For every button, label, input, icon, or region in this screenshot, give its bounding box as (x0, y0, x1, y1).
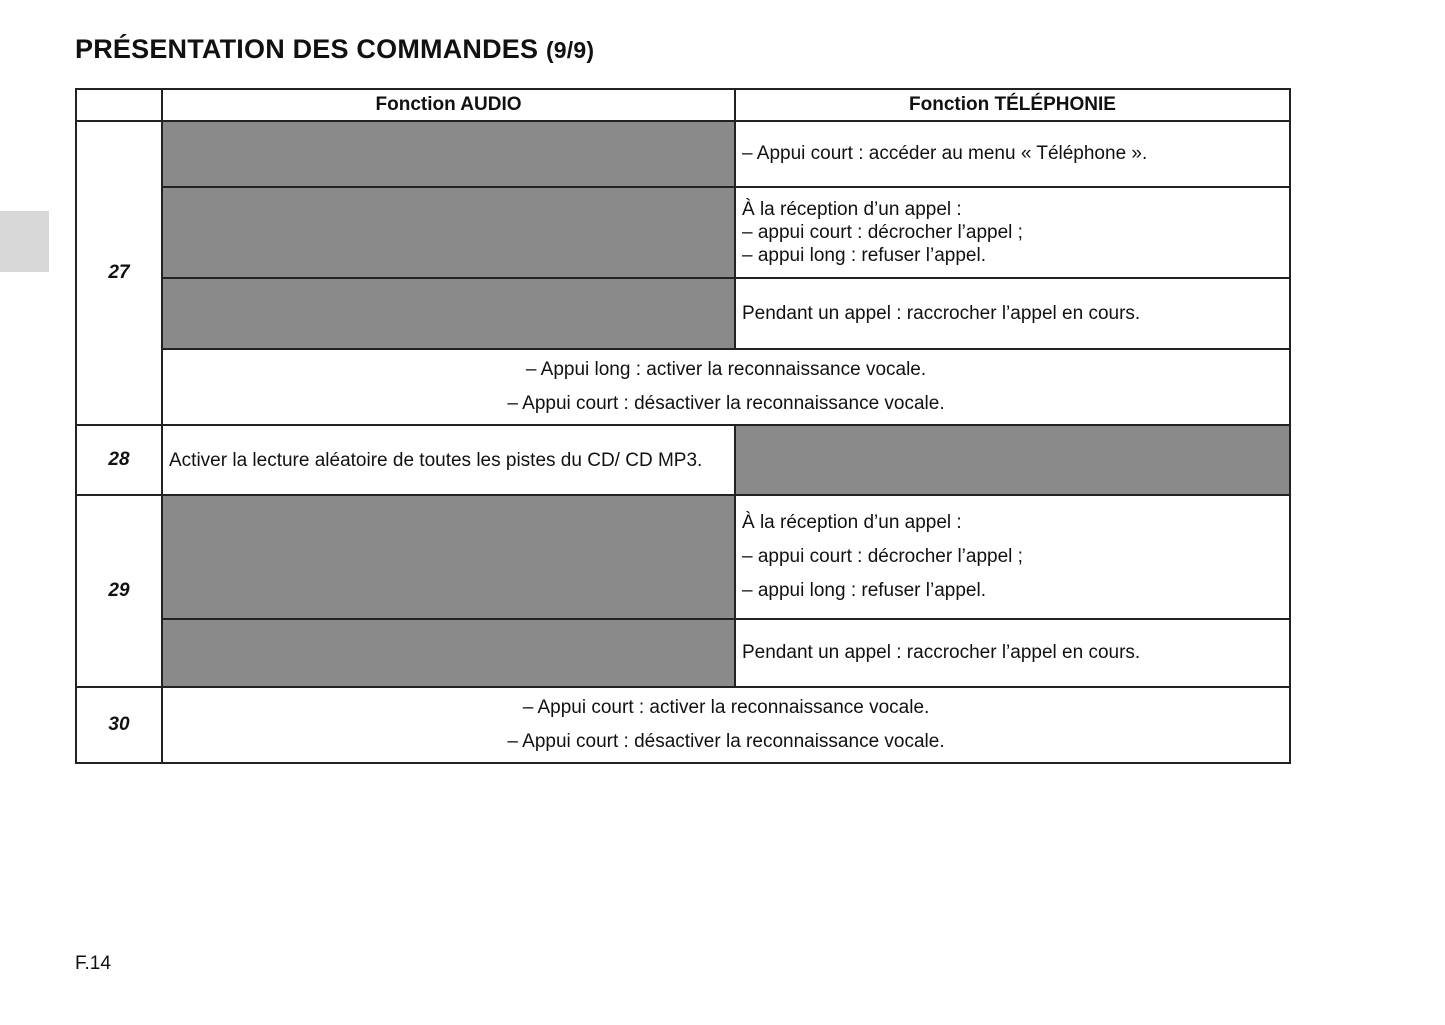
shared-cell (162, 687, 1290, 763)
call-answer-line: – appui court : décrocher l’appel ; (742, 222, 1023, 243)
call-reception-intro: À la réception d’un appel : (742, 199, 962, 220)
audio-cell: Activer la lecture aléatoire de toutes les pistes du CD/ CD MP3. (162, 425, 735, 495)
voice-activate-line: – Appui court : activer la reconnaissance vocale. (522, 697, 930, 718)
table-header-row (76, 89, 1290, 121)
page-title-main: PRÉSENTATION DES COMMANDES (75, 34, 539, 64)
side-tab-marker (0, 211, 49, 272)
audio-empty-cell (162, 121, 735, 187)
telephone-cell: Pendant un appel : raccrocher l’appel en cours. (735, 278, 1290, 349)
call-answer-line: – appui court : décrocher l’appel ; (742, 546, 1023, 567)
controls-table (75, 88, 1291, 764)
audio-empty-cell (162, 278, 735, 349)
call-refuse-line: – appui long : refuser l’appel. (742, 245, 986, 266)
shared-cell (162, 349, 1290, 425)
telephone-empty-cell (735, 425, 1290, 495)
table-row (76, 121, 1290, 187)
row-number-29: 29 (76, 495, 162, 687)
voice-activate-line: – Appui long : activer la reconnaissance vocale. (525, 359, 927, 380)
audio-empty-cell (162, 619, 735, 687)
table-row (76, 349, 1290, 425)
call-reception-intro: À la réception d’un appel : (742, 512, 962, 533)
row-number-30: 30 (76, 687, 162, 763)
row-number-27: 27 (76, 121, 162, 425)
table-row (76, 278, 1290, 349)
voice-deactivate-line: – Appui court : désactiver la reconnaissance vocale. (507, 393, 945, 414)
row-number-28: 28 (76, 425, 162, 495)
page-title-sub: (9/9) (545, 37, 595, 63)
voice-deactivate-line: – Appui court : désactiver la reconnaissance vocale. (507, 731, 945, 752)
page-number: F.14 (75, 953, 111, 974)
table-row (76, 187, 1290, 278)
audio-empty-cell (162, 495, 735, 619)
telephone-cell: – Appui court : accéder au menu « Téléphone ». (735, 121, 1290, 187)
call-refuse-line: – appui long : refuser l’appel. (742, 580, 986, 601)
telephone-cell: Pendant un appel : raccrocher l’appel en cours. (735, 619, 1290, 687)
page-title (75, 34, 594, 65)
table-row (76, 619, 1290, 687)
header-empty-cell (76, 89, 162, 121)
table-row (76, 495, 1290, 619)
audio-empty-cell (162, 187, 735, 278)
header-telephonie: Fonction TÉLÉPHONIE (735, 89, 1290, 121)
telephone-cell (735, 187, 1290, 278)
header-audio: Fonction AUDIO (162, 89, 735, 121)
table-row (76, 425, 1290, 495)
table-row (76, 687, 1290, 763)
telephone-cell (735, 495, 1290, 619)
